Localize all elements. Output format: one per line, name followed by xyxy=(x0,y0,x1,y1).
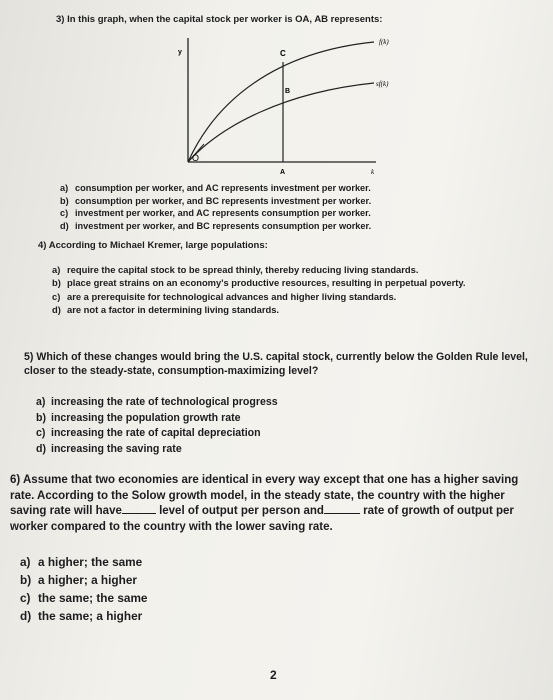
q6-option-d[interactable]: d) the same; a higher xyxy=(20,609,143,623)
q5-option-b[interactable]: b) increasing the population growth rate xyxy=(36,411,241,424)
label-y: y xyxy=(178,49,182,56)
solow-graph xyxy=(176,30,416,180)
label-o: O xyxy=(192,153,200,163)
q6-option-b[interactable]: b) a higher; a higher xyxy=(20,573,137,587)
question-3-text: 3) In this graph, when the capital stock per worker is OA, AB represents: xyxy=(56,14,383,25)
question-6-text: 6) Assume that two economies are identical in every way except that one has a higher saving rate. According to the Solow growth model, in the steady state, the country with the higher saving rate will have level of output per person and rate of growth of output per worker compared to the country with the lower saving rate. xyxy=(10,474,519,533)
question-5-text: 5) Which of these changes would bring the U.S. capital stock, currently below the Golden Rule level, closer to the steady-state, consumption-maximizing level? xyxy=(24,351,528,377)
production-function-curve xyxy=(188,42,374,162)
q3-option-d[interactable]: d) investment per worker, and BC represents consumption per worker. xyxy=(60,220,372,231)
question-6-options xyxy=(20,553,148,625)
label-sfk: sf(k) xyxy=(376,80,389,88)
blank-1 xyxy=(122,513,156,514)
question-5-options xyxy=(36,395,278,457)
question-4-text: 4) According to Michael Kremer, large populations: xyxy=(38,240,268,251)
label-fk: f(k) xyxy=(379,38,389,46)
label-b: B xyxy=(285,88,291,95)
label-c: C xyxy=(280,49,286,58)
q4-option-d[interactable]: d) are not a factor in determining living standards. xyxy=(52,304,280,316)
q4-option-c[interactable]: c) are a prerequisite for technological advances and higher living standards. xyxy=(52,290,397,302)
q4-option-a[interactable]: a) require the capital stock to be spread thinly, thereby reducing living standards. xyxy=(52,264,419,275)
q3-option-a[interactable]: a) consumption per worker, and AC represents investment per worker. xyxy=(60,183,371,193)
saving-function-curve xyxy=(188,83,374,162)
label-k: k xyxy=(371,168,375,176)
q6-option-c[interactable]: c) the same; the same xyxy=(20,591,148,605)
question-3-options xyxy=(60,182,371,232)
blank-2 xyxy=(324,513,360,514)
q3-option-c[interactable]: c) investment per worker, and AC represents consumption per worker. xyxy=(60,208,371,219)
question-4-options xyxy=(52,263,502,317)
q5-option-c[interactable]: c) increasing the rate of capital depreciation xyxy=(36,427,261,439)
label-a: A xyxy=(280,169,286,176)
q5-option-d[interactable]: d) increasing the saving rate xyxy=(36,442,182,455)
q6-option-a[interactable]: a) a higher; the same xyxy=(20,555,143,569)
q3-option-b[interactable]: b) consumption per worker, and BC represents investment per worker. xyxy=(60,195,372,206)
q5-option-a[interactable]: a) increasing the rate of technological progress xyxy=(36,396,278,408)
page-number: 2 xyxy=(270,668,277,682)
q4-option-b[interactable]: b) place great strains on an economy's productive resources, resulting in perpetual poverty. xyxy=(52,277,466,289)
